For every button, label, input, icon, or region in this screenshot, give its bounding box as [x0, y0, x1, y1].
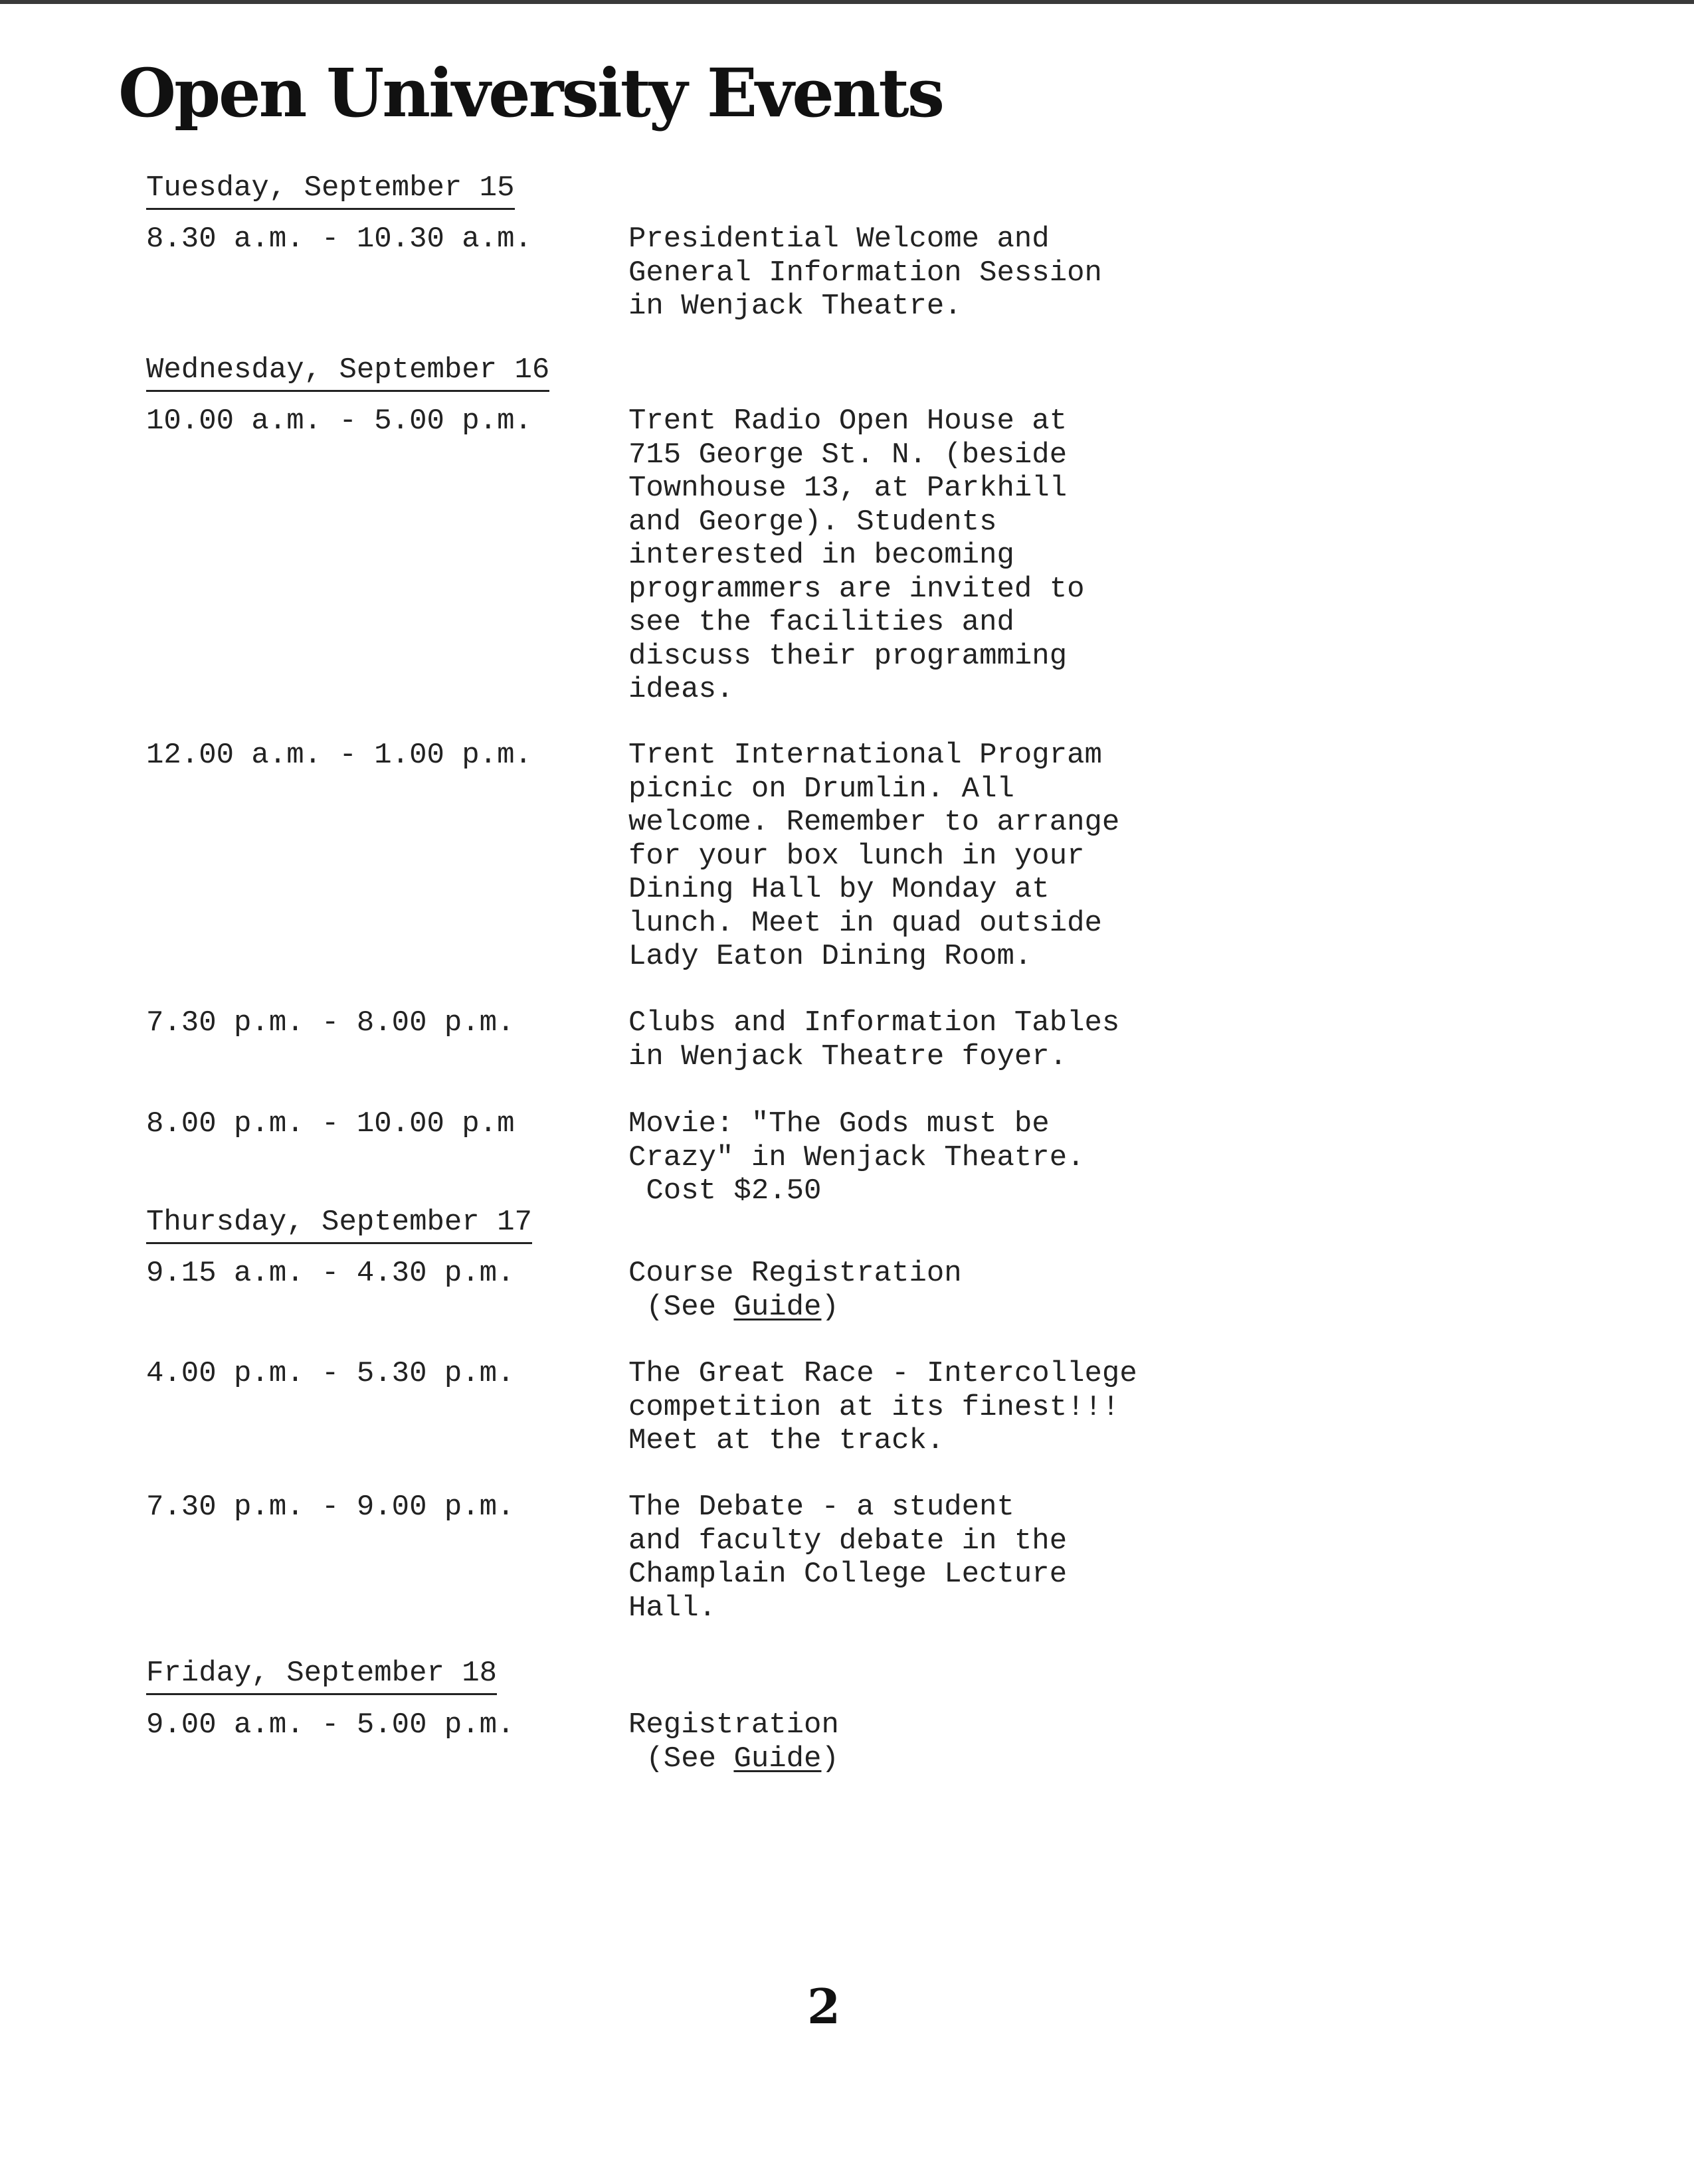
- page-number: 2: [806, 1978, 841, 2035]
- event-description: Movie: "The Gods must be Crazy" in Wenjack Theatre. Cost $2.50: [628, 1107, 1085, 1208]
- event-time: 8.30 a.m. - 10.30 a.m.: [146, 223, 532, 256]
- event-time: 7.30 p.m. - 9.00 p.m.: [146, 1491, 515, 1524]
- day-header-thursday: Thursday, September 17: [146, 1206, 532, 1244]
- event-description: [628, 1708, 839, 1775]
- day-header-friday: Friday, September 18: [146, 1657, 497, 1695]
- event-time: 9.15 a.m. - 4.30 p.m.: [146, 1257, 515, 1290]
- see-suffix: ): [821, 1742, 839, 1775]
- event-description-line: Course Registration: [628, 1257, 962, 1290]
- day-header-tuesday: Tuesday, September 15: [146, 171, 515, 210]
- see-suffix: ): [821, 1290, 839, 1324]
- event-description: Trent Radio Open House at 715 George St. N. (beside Townhouse 13, at Parkhill and George). Students interested in becoming programmers are invited to see the facilities and discuss their programming ideas.: [628, 405, 1085, 706]
- top-rule: [0, 0, 1694, 4]
- event-time: 9.00 a.m. - 5.00 p.m.: [146, 1708, 515, 1742]
- event-time: 12.00 a.m. - 1.00 p.m.: [146, 739, 532, 772]
- see-prefix: (See: [628, 1742, 734, 1775]
- event-time: 10.00 a.m. - 5.00 p.m.: [146, 405, 532, 438]
- event-time: 8.00 p.m. - 10.00 p.m: [146, 1107, 515, 1140]
- guide-reference: Guide: [733, 1742, 822, 1775]
- event-description: Trent International Program picnic on Drumlin. All welcome. Remember to arrange for your box lunch in your Dining Hall by Monday at lunch. Meet in quad outside Lady Eaton Dining Room.: [628, 739, 1120, 973]
- event-description: Clubs and Information Tables in Wenjack Theatre foyer.: [628, 1006, 1120, 1073]
- event-description: The Great Race - Intercollege competition at its finest!!! Meet at the track.: [628, 1357, 1137, 1457]
- day-header-wednesday: Wednesday, September 16: [146, 353, 549, 392]
- page-title: Open University Events: [118, 54, 943, 132]
- event-time: 4.00 p.m. - 5.30 p.m.: [146, 1357, 515, 1390]
- event-description: [628, 1257, 962, 1324]
- see-prefix: (See: [628, 1290, 734, 1324]
- event-description: Presidential Welcome and General Information Session in Wenjack Theatre.: [628, 223, 1102, 323]
- event-description-line: Registration: [628, 1708, 839, 1742]
- event-time: 7.30 p.m. - 8.00 p.m.: [146, 1006, 515, 1040]
- event-description: The Debate - a student and faculty debate in the Champlain College Lecture Hall.: [628, 1491, 1068, 1625]
- guide-reference: Guide: [733, 1290, 822, 1324]
